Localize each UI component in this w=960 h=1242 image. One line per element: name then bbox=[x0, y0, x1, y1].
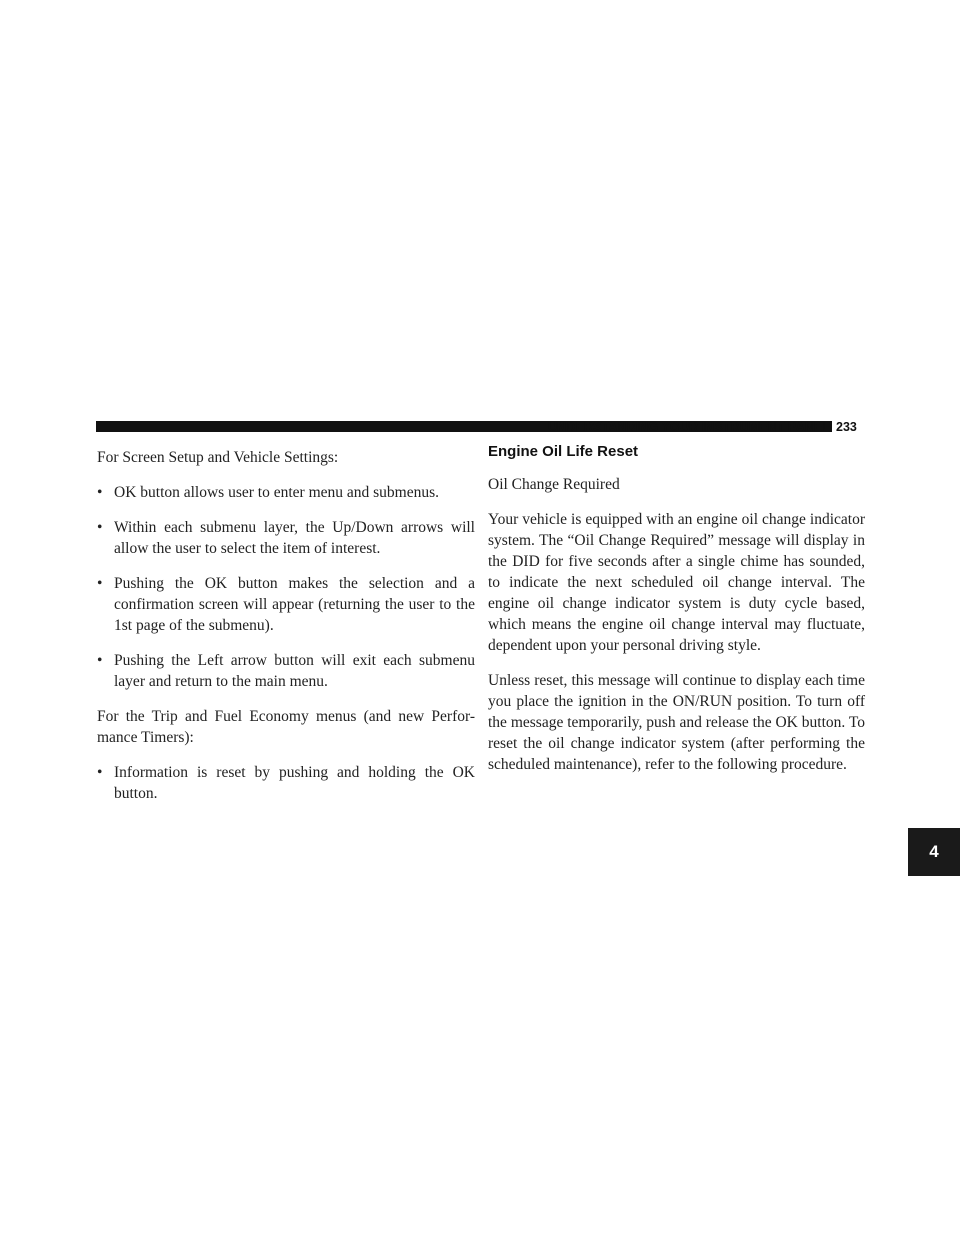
list-item bbox=[97, 482, 475, 503]
list-item-text: Information is reset by pushing and holding the OK button. bbox=[114, 764, 475, 802]
left-column bbox=[97, 447, 475, 818]
section-heading: Engine Oil Life Reset bbox=[488, 443, 639, 460]
bullet-icon: • bbox=[97, 519, 103, 536]
body-paragraph: Unless reset, this message will continue to display each time you place the ignition in the ON/RUN position. To turn off the message temporarily, push and release the OK button. To reset the oil change indicator system (after performing the scheduled maintenance), refer to the following procedure. bbox=[488, 672, 865, 773]
page-number: 233 bbox=[836, 420, 857, 434]
list-item bbox=[97, 650, 475, 692]
right-column bbox=[488, 443, 865, 789]
list-item-text: OK button allows user to enter menu and submenus. bbox=[114, 484, 440, 501]
bullet-icon: • bbox=[97, 652, 103, 669]
body-paragraph: Your vehicle is equipped with an engine oil change indicator system. The “Oil Change Required” message will display in the DID for five seconds after a single chime has sounded, to indicate the next scheduled oil change interval. The engine oil change indicator system is duty cycle based, which means the engine oil change interval may fluctuate, dependent upon your personal driving style. bbox=[488, 511, 865, 654]
chapter-tab: 4 bbox=[908, 828, 960, 876]
intro-screen-setup: For Screen Setup and Vehicle Settings: bbox=[97, 449, 339, 466]
list-item-text: Pushing the Left arrow button will exit each submenu layer and return to the main menu. bbox=[114, 652, 475, 690]
intro-trip-fuel: For the Trip and Fuel Economy menus (and new Perfor-mance Timers): bbox=[97, 708, 475, 746]
bullet-icon: • bbox=[97, 764, 103, 781]
list-item bbox=[97, 517, 475, 559]
bullet-icon: • bbox=[97, 575, 103, 592]
list-item-text: Within each submenu layer, the Up/Down arrows will allow the user to select the item of interest. bbox=[114, 519, 475, 557]
list-item-text: Pushing the OK button makes the selection and a confirmation screen will appear (returning the user to the 1st page of the submenu). bbox=[114, 575, 475, 634]
bullet-icon: • bbox=[97, 484, 103, 501]
subheading: Oil Change Required bbox=[488, 476, 620, 493]
list-item bbox=[97, 573, 475, 636]
section-header-title: UNDERSTANDING YOUR INSTRUMENT PANEL bbox=[548, 420, 830, 434]
list-item bbox=[97, 762, 475, 804]
